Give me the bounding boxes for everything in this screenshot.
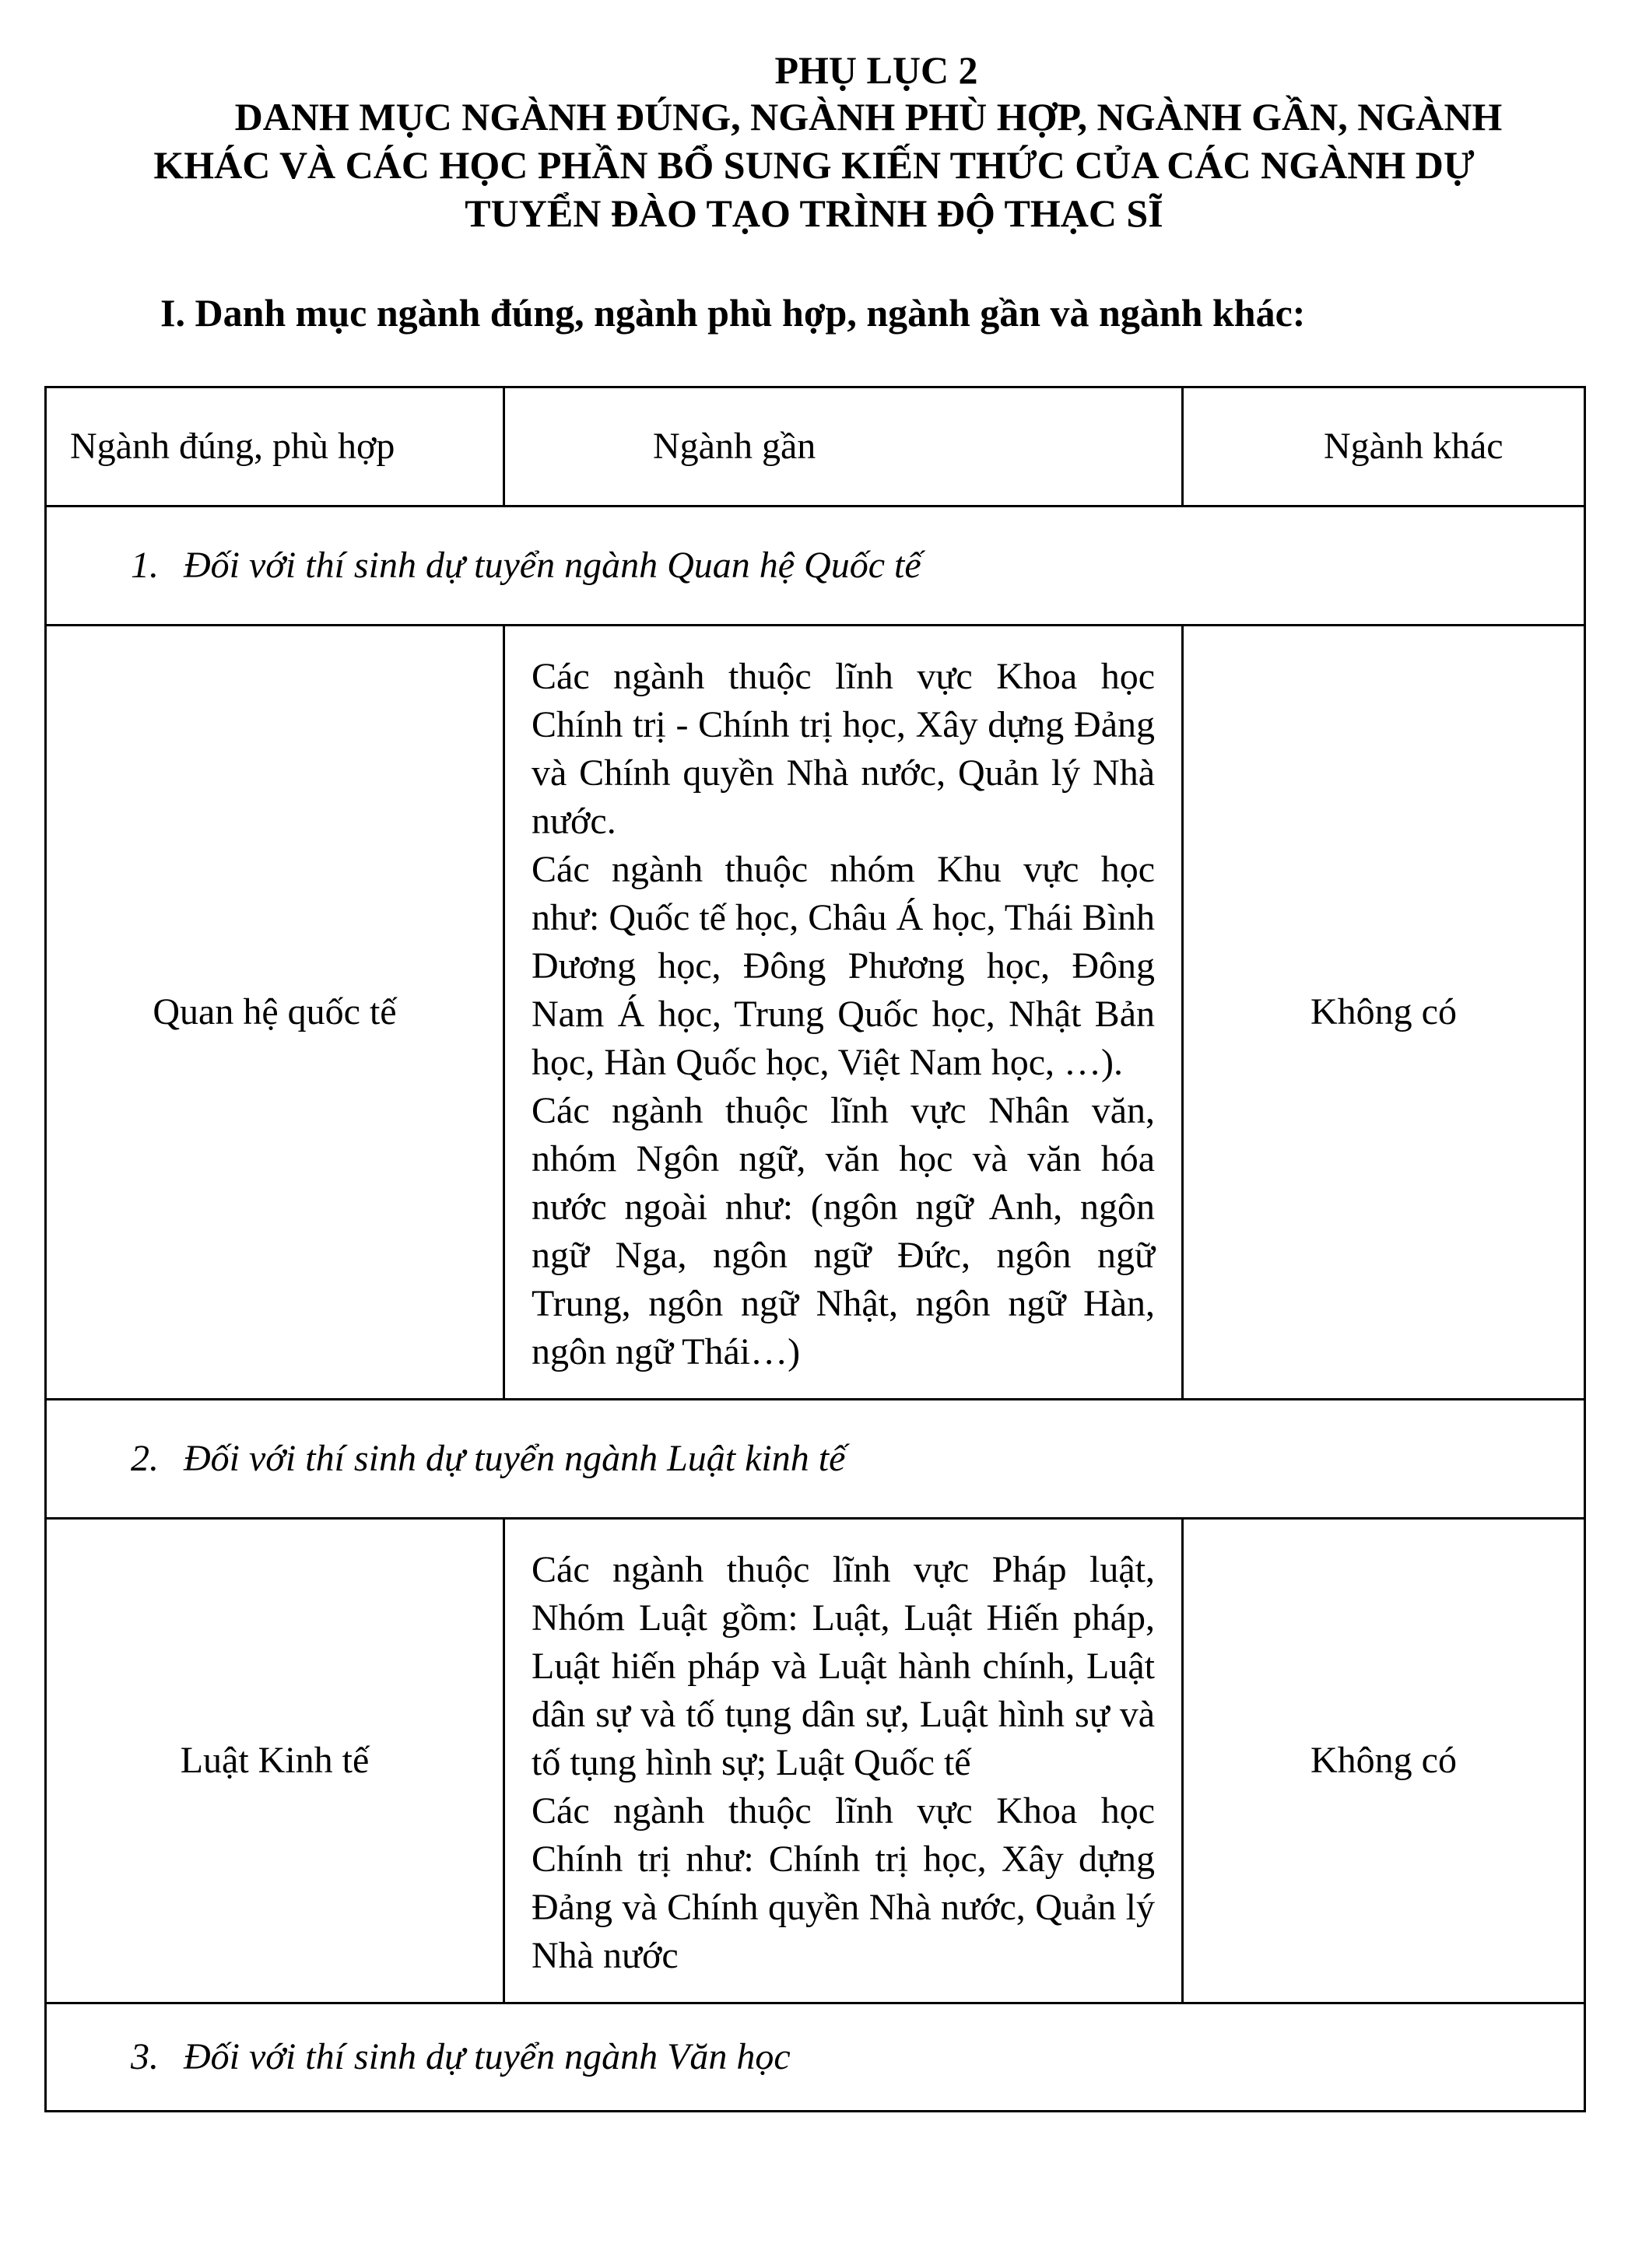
near-major-cell xyxy=(504,626,1183,1400)
correct-major-cell: Quan hệ quốc tế xyxy=(46,626,504,1400)
appendix-label: PHỤ LỤC 2 xyxy=(774,48,978,92)
correct-major-cell: Luật Kinh tế xyxy=(46,1519,504,2003)
title-line-1: DANH MỤC NGÀNH ĐÚNG, NGÀNH PHÙ HỢP, NGÀNH GẦN, NGÀNH xyxy=(234,95,1503,138)
section-title: I. Danh mục ngành đúng, ngành phù hợp, ngành gần và ngành khác: xyxy=(160,291,1306,335)
header-near-major: Ngành gần xyxy=(504,387,1183,507)
header-correct-major: Ngành đúng, phù hợp xyxy=(46,387,504,507)
group-title-text: Đối với thí sinh dự tuyển ngành Văn học xyxy=(184,2036,791,2077)
group-row-2 xyxy=(46,1400,1585,1519)
group-row-1 xyxy=(46,507,1585,626)
group-number: 3. xyxy=(131,2036,159,2077)
other-major-cell: Không có xyxy=(1183,1519,1585,2003)
table-row xyxy=(46,1519,1585,2003)
majors-table xyxy=(44,386,1586,2112)
group-number: 1. xyxy=(131,545,159,586)
header-other-major: Ngành khác xyxy=(1183,387,1585,507)
group-title-1 xyxy=(46,507,1585,626)
table-row xyxy=(46,626,1585,1400)
near-major-paragraph: Các ngành thuộc lĩnh vực Khoa học Chính trị - Chính trị học, Xây dựng Đảng và Chính quyền Nhà nước, Quản lý Nhà nước. xyxy=(532,656,1155,842)
group-number: 2. xyxy=(131,1438,159,1479)
table-header-row xyxy=(46,387,1585,507)
group-title-2 xyxy=(46,1400,1585,1519)
near-major-cell xyxy=(504,1519,1183,2003)
group-title-text: Đối với thí sinh dự tuyển ngành Quan hệ Quốc tế xyxy=(184,545,921,586)
near-major-paragraph: Các ngành thuộc lĩnh vực Pháp luật, Nhóm Luật gồm: Luật, Luật Hiến pháp, Luật hiến pháp và Luật hành chính, Luật dân sự và tố tụng dân sự, Luật hình sự và tố tụng hình sự; Luật Quốc tế xyxy=(532,1549,1155,1783)
group-title-text: Đối với thí sinh dự tuyển ngành Luật kinh tế xyxy=(184,1438,846,1479)
near-major-paragraph: Các ngành thuộc nhóm Khu vực học như: Quốc tế học, Châu Á học, Thái Bình Dương học, Đông Phương học, Đông Nam Á học, Trung Quốc học, Nhật Bản học, Hàn Quốc học, Việt Nam học, …). xyxy=(532,849,1155,1083)
title-line-3: TUYỂN ĐÀO TẠO TRÌNH ĐỘ THẠC SĨ xyxy=(465,191,1163,235)
near-major-paragraph: Các ngành thuộc lĩnh vực Nhân văn, nhóm Ngôn ngữ, văn học và văn hóa nước ngoài như: (ngôn ngữ Anh, ngôn ngữ Nga, ngôn ngữ Đức, ngôn ngữ Trung, ngôn ngữ Nhật, ngôn ngữ Hàn, ngôn ngữ Thái…) xyxy=(532,1090,1155,1372)
group-row-3 xyxy=(46,2003,1585,2112)
other-major-cell: Không có xyxy=(1183,626,1585,1400)
group-title-3 xyxy=(46,2003,1585,2112)
near-major-paragraph: Các ngành thuộc lĩnh vực Khoa học Chính trị như: Chính trị học, Xây dựng Đảng và Chính quyền Nhà nước, Quản lý Nhà nước xyxy=(532,1790,1155,1976)
title-line-2: KHÁC VÀ CÁC HỌC PHẦN BỔ SUNG KIẾN THỨC CỦA CÁC NGÀNH DỰ xyxy=(153,143,1475,187)
